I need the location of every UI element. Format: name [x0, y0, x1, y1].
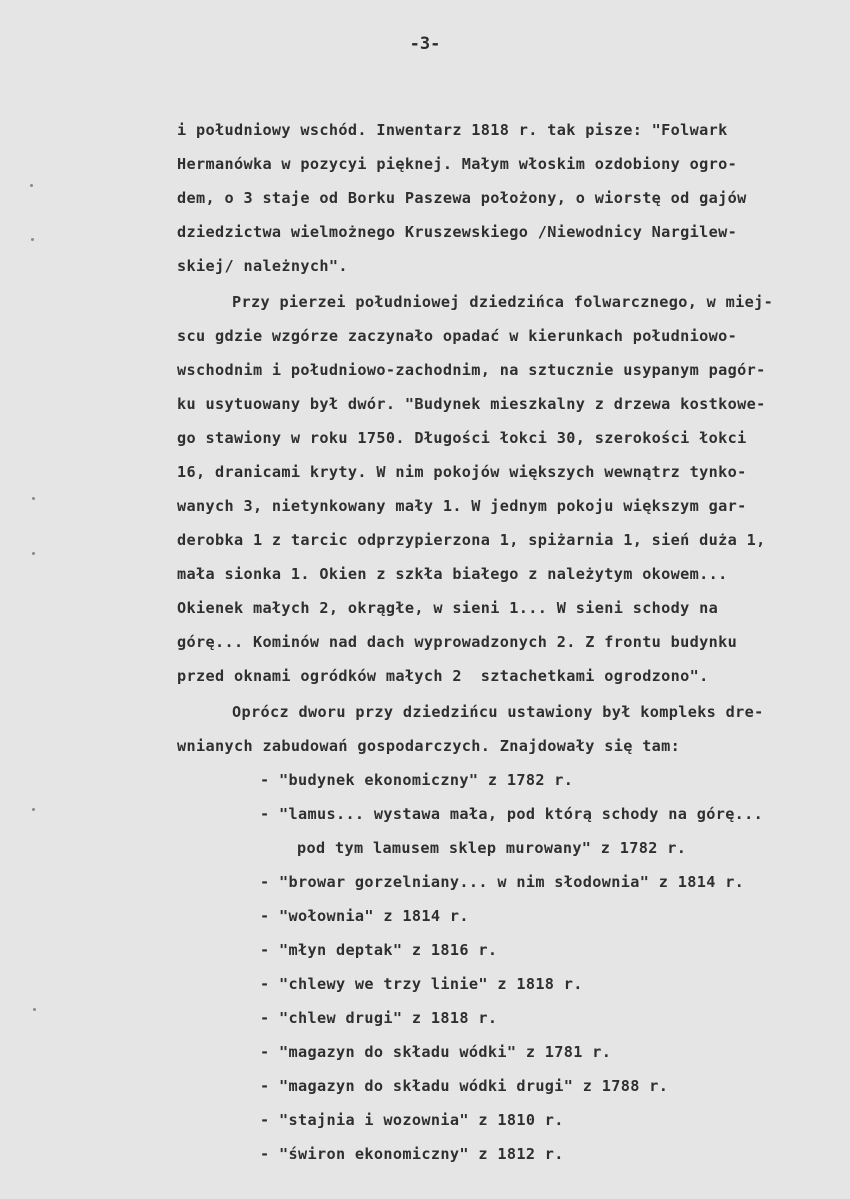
- page-number: -3-: [409, 34, 441, 54]
- list-item: - "młyn deptak" z 1816 r.: [260, 941, 498, 959]
- margin-punch-mark: [32, 552, 35, 555]
- list-item: - "świron ekonomiczny" z 1812 r.: [260, 1145, 564, 1163]
- text-line: Okienek małych 2, okrągłe, w sieni 1... W sieni schody na: [177, 599, 719, 617]
- list-item: - "wołownia" z 1814 r.: [260, 907, 469, 925]
- list-item: - "browar gorzelniany... w nim słodownia" z 1814 r.: [260, 873, 745, 891]
- text-line: Oprócz dworu przy dziedzińcu ustawiony był kompleks dre-: [232, 703, 764, 721]
- margin-punch-mark: [33, 1008, 36, 1011]
- margin-punch-mark: [31, 238, 34, 241]
- margin-punch-mark: [32, 497, 35, 500]
- text-line: derobka 1 z tarcic odprzypierzona 1, spiżarnia 1, sień duża 1,: [177, 531, 766, 549]
- list-item: - "magazyn do składu wódki drugi" z 1788 r.: [260, 1077, 669, 1095]
- list-item-continuation: pod tym lamusem sklep murowany" z 1782 r.: [297, 839, 687, 857]
- list-item: - "lamus... wystawa mała, pod którą schody na górę...: [260, 805, 764, 823]
- list-item: - "magazyn do składu wódki" z 1781 r.: [260, 1043, 612, 1061]
- text-line: scu gdzie wzgórze zaczynało opadać w kierunkach południowo-: [177, 327, 738, 345]
- text-line: przed oknami ogródków małych 2 sztachetkami ogrodzono".: [177, 667, 709, 685]
- text-line: mała sionka 1. Okien z szkła białego z należytym okowem...: [177, 565, 728, 583]
- text-line: Hermanówka w pozycyi pięknej. Małym włoskim ozdobiony ogro-: [177, 155, 738, 173]
- list-item: - "budynek ekonomiczny" z 1782 r.: [260, 771, 574, 789]
- text-line: go stawiony w roku 1750. Długości łokci 30, szerokości łokci: [177, 429, 747, 447]
- text-line: skiej/ należnych".: [177, 257, 348, 275]
- list-item: - "chlew drugi" z 1818 r.: [260, 1009, 498, 1027]
- list-item: - "chlewy we trzy linie" z 1818 r.: [260, 975, 583, 993]
- text-line: Przy pierzei południowej dziedzińca folwarcznego, w miej-: [232, 293, 774, 311]
- text-line: wanych 3, nietynkowany mały 1. W jednym pokoju większym gar-: [177, 497, 747, 515]
- text-line: górę... Kominów nad dach wyprowadzonych 2. Z frontu budynku: [177, 633, 738, 651]
- text-line: i południowy wschód. Inwentarz 1818 r. tak pisze: "Folwark: [177, 121, 728, 139]
- text-line: dziedzictwa wielmożnego Kruszewskiego /Niewodnicy Nargilew-: [177, 223, 738, 241]
- text-line: ku usytuowany był dwór. "Budynek mieszkalny z drzewa kostkowe-: [177, 395, 766, 413]
- margin-punch-mark: [30, 184, 33, 187]
- text-line: 16, dranicami kryty. W nim pokojów większych wewnątrz tynko-: [177, 463, 747, 481]
- margin-punch-mark: [32, 808, 35, 811]
- list-item: - "stajnia i wozownia" z 1810 r.: [260, 1111, 564, 1129]
- text-line: wschodnim i południowo-zachodnim, na sztucznie usypanym pagór-: [177, 361, 766, 379]
- text-line: dem, o 3 staje od Borku Paszewa położony, o wiorstę od gajów: [177, 189, 747, 207]
- text-line: wnianych zabudowań gospodarczych. Znajdowały się tam:: [177, 737, 681, 755]
